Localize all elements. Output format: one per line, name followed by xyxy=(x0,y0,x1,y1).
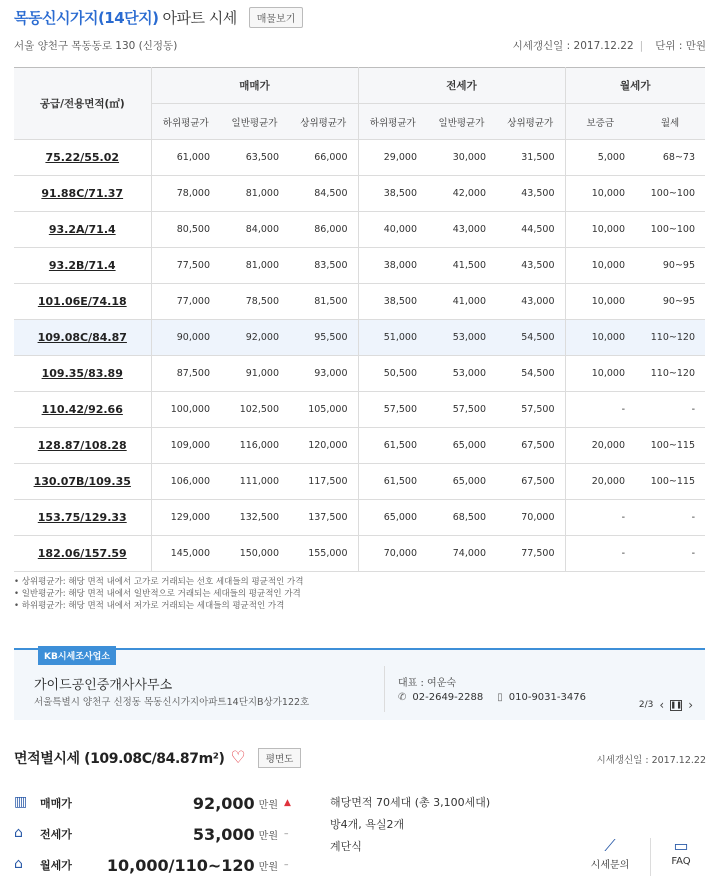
area-link[interactable]: 109.08C/84.87 xyxy=(14,320,151,356)
table-cell: - xyxy=(635,536,705,572)
column-header: 월세 xyxy=(635,104,705,140)
table-cell: 43,000 xyxy=(496,284,565,320)
summary-label: 전세가 xyxy=(40,828,72,841)
mobile-entry[interactable] xyxy=(497,692,586,703)
table-cell: 100~100 xyxy=(635,176,705,212)
jeonse-price-group-header: 전세가 xyxy=(358,68,565,104)
table-row xyxy=(14,320,705,356)
table-cell: 106,000 xyxy=(151,464,220,500)
stair-type: 계단식 xyxy=(330,840,362,853)
table-row xyxy=(14,140,705,176)
table-cell: 100~115 xyxy=(635,428,705,464)
sale-price-summary xyxy=(14,791,294,815)
table-cell: 111,000 xyxy=(220,464,289,500)
table-cell: 10,000 xyxy=(565,176,635,212)
divider xyxy=(650,838,651,876)
table-cell: 66,000 xyxy=(289,140,358,176)
page-title-suffix: 아파트 시세 xyxy=(162,8,237,27)
pause-button[interactable]: ❚❚ xyxy=(670,701,683,709)
table-cell: 43,500 xyxy=(496,176,565,212)
table-cell: 54,500 xyxy=(496,356,565,392)
room-info: 방4개, 욕실2개 xyxy=(330,818,405,831)
area-link[interactable]: 91.88C/71.37 xyxy=(14,176,151,212)
chat-icon: ▭ xyxy=(673,836,689,855)
table-row xyxy=(14,176,705,212)
column-header: 상위평균가 xyxy=(496,104,565,140)
price-table xyxy=(14,67,705,572)
table-cell: 68,500 xyxy=(427,500,496,536)
table-cell: 90~95 xyxy=(635,248,705,284)
area-link[interactable]: 101.06E/74.18 xyxy=(14,284,151,320)
view-listings-button[interactable]: 매물보기 xyxy=(249,7,304,28)
address-row xyxy=(14,38,706,54)
table-cell: 81,000 xyxy=(220,176,289,212)
unit-info xyxy=(330,792,490,858)
price-unit: 단위 : 만원 xyxy=(655,40,706,52)
table-cell: 63,500 xyxy=(220,140,289,176)
table-cell: 10,000 xyxy=(565,212,635,248)
agent-phone: 02-2649-2288 xyxy=(412,692,484,703)
column-header: 하위평균가 xyxy=(358,104,427,140)
summary-unit: 만원 xyxy=(258,830,278,842)
area-price-title: 면적별시세 (109.08C/84.87m²) xyxy=(14,751,225,767)
house-w-icon: ⌂ xyxy=(14,825,23,841)
update-info: 시세갱신일 : 2017.12.22 | 단위 : 만원 xyxy=(512,40,706,52)
area-column-header: 공급/전용면적(㎡) xyxy=(14,68,151,140)
chart-icon: ⟋ xyxy=(604,836,616,855)
table-cell: - xyxy=(565,392,635,428)
table-cell: 53,000 xyxy=(427,356,496,392)
table-cell: 84,500 xyxy=(289,176,358,212)
table-cell: 110~120 xyxy=(635,356,705,392)
house-icon: ⌂ xyxy=(14,856,23,872)
apartment-address: 서울 양천구 목동동로 130 (신정동) xyxy=(14,40,178,52)
table-cell: - xyxy=(635,500,705,536)
table-row xyxy=(14,284,705,320)
faq-button[interactable] xyxy=(656,836,706,867)
table-cell: 137,500 xyxy=(289,500,358,536)
area-link[interactable]: 109.35/83.89 xyxy=(14,356,151,392)
agent-mobile: 010-9031-3476 xyxy=(508,692,586,703)
price-up-icon: ▲ xyxy=(284,798,291,808)
table-cell: 81,500 xyxy=(289,284,358,320)
table-cell: 31,500 xyxy=(496,140,565,176)
column-header: 상위평균가 xyxy=(289,104,358,140)
table-cell: 77,000 xyxy=(151,284,220,320)
table-cell: 120,000 xyxy=(289,428,358,464)
heart-icon[interactable]: ♡ xyxy=(230,748,246,768)
column-header: 하위평균가 xyxy=(151,104,220,140)
table-cell: 43,500 xyxy=(496,248,565,284)
table-cell: 150,000 xyxy=(220,536,289,572)
note-line: • 상위평균가: 해당 면적 내에서 고가로 거래되는 선호 세대들의 평균적인 가격 xyxy=(14,576,303,588)
page-header xyxy=(14,6,706,28)
summary-value: 53,000 xyxy=(192,824,255,844)
table-cell: 129,000 xyxy=(151,500,220,536)
table-cell: 100,000 xyxy=(151,392,220,428)
table-cell: 67,500 xyxy=(496,464,565,500)
table-cell: 105,000 xyxy=(289,392,358,428)
price-flat-icon: – xyxy=(284,829,289,839)
floor-plan-button[interactable]: 평면도 xyxy=(258,748,302,768)
table-cell: 84,000 xyxy=(220,212,289,248)
table-cell: 61,000 xyxy=(151,140,220,176)
area-link[interactable]: 110.42/92.66 xyxy=(14,392,151,428)
table-cell: 38,000 xyxy=(358,248,427,284)
monthly-rent-group-header: 월세가 xyxy=(565,68,705,104)
table-cell: 20,000 xyxy=(565,428,635,464)
agent-name: 가이드공인중개사사무소 xyxy=(34,678,173,693)
area-link[interactable]: 75.22/55.02 xyxy=(14,140,151,176)
table-row xyxy=(14,356,705,392)
apartment-name: 목동신시가지(14단지) xyxy=(14,8,159,27)
table-cell: 92,000 xyxy=(220,320,289,356)
area-price-header xyxy=(14,748,301,768)
summary-value: 10,000/110~120 xyxy=(106,855,255,875)
table-cell: 77,500 xyxy=(151,248,220,284)
table-row xyxy=(14,464,705,500)
table-cell: 78,000 xyxy=(151,176,220,212)
table-cell: - xyxy=(565,536,635,572)
pager-count: 2/3 xyxy=(638,700,654,710)
area-link[interactable]: 130.07B/109.35 xyxy=(14,464,151,500)
table-cell: 70,000 xyxy=(358,536,427,572)
table-cell: 110~120 xyxy=(635,320,705,356)
area-update-date: 시세갱신일 : 2017.12.22 xyxy=(596,755,706,766)
table-cell: 20,000 xyxy=(565,464,635,500)
table-cell: 50,500 xyxy=(358,356,427,392)
area-link[interactable]: 128.87/108.28 xyxy=(14,428,151,464)
table-cell: 116,000 xyxy=(220,428,289,464)
table-row xyxy=(14,212,705,248)
table-cell: 30,000 xyxy=(427,140,496,176)
note-line: • 일반평균가: 해당 면적 내에서 일반적으로 거래되는 세대들의 평균적인 가격 xyxy=(14,588,303,600)
table-cell: 29,000 xyxy=(358,140,427,176)
table-cell: 10,000 xyxy=(565,356,635,392)
agent-address: 서울특별시 양천구 신정동 목동신시가지아파트14단지B상가122호 xyxy=(34,697,310,708)
table-cell: 109,000 xyxy=(151,428,220,464)
summary-label: 월세가 xyxy=(40,859,72,872)
table-cell: 38,500 xyxy=(358,176,427,212)
table-cell: 65,000 xyxy=(427,464,496,500)
table-cell: 155,000 xyxy=(289,536,358,572)
table-cell: 54,500 xyxy=(496,320,565,356)
summary-value: 92,000 xyxy=(192,793,255,813)
table-cell: 78,500 xyxy=(220,284,289,320)
table-row xyxy=(14,500,705,536)
table-cell: 70,000 xyxy=(496,500,565,536)
area-link[interactable]: 93.2A/71.4 xyxy=(14,212,151,248)
next-agent-button[interactable]: › xyxy=(688,698,693,712)
table-cell: 40,000 xyxy=(358,212,427,248)
summary-unit: 만원 xyxy=(258,861,278,873)
agent-pager xyxy=(639,698,693,712)
table-cell: 100~115 xyxy=(635,464,705,500)
prev-agent-button[interactable]: ‹ xyxy=(659,698,665,712)
area-link[interactable]: 93.2B/71.4 xyxy=(14,248,151,284)
update-date: 시세갱신일 : 2017.12.22 xyxy=(512,40,634,52)
table-cell: 43,000 xyxy=(427,212,496,248)
table-cell: 38,500 xyxy=(358,284,427,320)
column-header: 일반평균가 xyxy=(220,104,289,140)
table-cell: 80,500 xyxy=(151,212,220,248)
table-cell: 90~95 xyxy=(635,284,705,320)
sale-price-group-header: 매매가 xyxy=(151,68,358,104)
summary-unit: 만원 xyxy=(258,799,278,811)
building-icon: ▥ xyxy=(14,794,28,810)
table-cell: - xyxy=(635,392,705,428)
price-inquiry-button[interactable] xyxy=(585,836,635,871)
monthly-rent-summary xyxy=(14,853,294,876)
table-cell: 81,000 xyxy=(220,248,289,284)
table-cell: 57,500 xyxy=(496,392,565,428)
table-cell: 44,500 xyxy=(496,212,565,248)
table-row xyxy=(14,248,705,284)
table-cell: 65,000 xyxy=(358,500,427,536)
table-row xyxy=(14,392,705,428)
table-cell: 77,500 xyxy=(496,536,565,572)
table-cell: 57,500 xyxy=(427,392,496,428)
table-cell: 53,000 xyxy=(427,320,496,356)
table-cell: 74,000 xyxy=(427,536,496,572)
table-cell: 10,000 xyxy=(565,248,635,284)
table-cell: 132,500 xyxy=(220,500,289,536)
jeonse-price-summary xyxy=(14,822,294,846)
table-cell: 86,000 xyxy=(289,212,358,248)
table-cell: 10,000 xyxy=(565,320,635,356)
table-cell: 41,000 xyxy=(427,284,496,320)
table-cell: - xyxy=(565,500,635,536)
agent-representative: 대표 : 여운숙 xyxy=(398,678,457,689)
table-cell: 51,000 xyxy=(358,320,427,356)
summary-label: 매매가 xyxy=(40,797,72,810)
table-row xyxy=(14,536,705,572)
agent-tag: KB시세조사업소 xyxy=(38,646,116,665)
table-cell: 102,500 xyxy=(220,392,289,428)
note-line: • 하위평균가: 해당 면적 내에서 저가로 거래되는 세대들의 평균적인 가격 xyxy=(14,600,303,612)
column-header: 일반평균가 xyxy=(427,104,496,140)
table-cell: 90,000 xyxy=(151,320,220,356)
inquiry-label: 시세문의 xyxy=(590,860,630,871)
table-cell: 68~73 xyxy=(635,140,705,176)
table-cell: 5,000 xyxy=(565,140,635,176)
table-cell: 91,000 xyxy=(220,356,289,392)
table-cell: 87,500 xyxy=(151,356,220,392)
table-cell: 61,500 xyxy=(358,428,427,464)
price-flat-icon: – xyxy=(284,860,289,870)
area-link[interactable]: 182.06/157.59 xyxy=(14,536,151,572)
table-cell: 100~100 xyxy=(635,212,705,248)
unit-count: 해당면적 70세대 (총 3,100세대) xyxy=(330,796,491,809)
column-header: 보증금 xyxy=(565,104,635,140)
table-cell: 95,500 xyxy=(289,320,358,356)
phone-entry[interactable] xyxy=(398,692,483,703)
mobile-icon: ▯ xyxy=(497,692,503,703)
table-cell: 57,500 xyxy=(358,392,427,428)
agent-info-box xyxy=(14,648,705,720)
faq-label: FAQ xyxy=(671,856,691,867)
table-cell: 67,500 xyxy=(496,428,565,464)
table-cell: 117,500 xyxy=(289,464,358,500)
agent-phones xyxy=(398,692,586,703)
table-cell: 41,500 xyxy=(427,248,496,284)
table-cell: 10,000 xyxy=(565,284,635,320)
table-cell: 61,500 xyxy=(358,464,427,500)
table-cell: 65,000 xyxy=(427,428,496,464)
table-cell: 42,000 xyxy=(427,176,496,212)
table-row xyxy=(14,428,705,464)
divider xyxy=(384,666,385,712)
table-cell: 145,000 xyxy=(151,536,220,572)
table-cell: 83,500 xyxy=(289,248,358,284)
table-cell: 93,000 xyxy=(289,356,358,392)
area-link[interactable]: 153.75/129.33 xyxy=(14,500,151,536)
phone-icon: ✆ xyxy=(398,692,407,703)
price-notes xyxy=(14,576,303,612)
